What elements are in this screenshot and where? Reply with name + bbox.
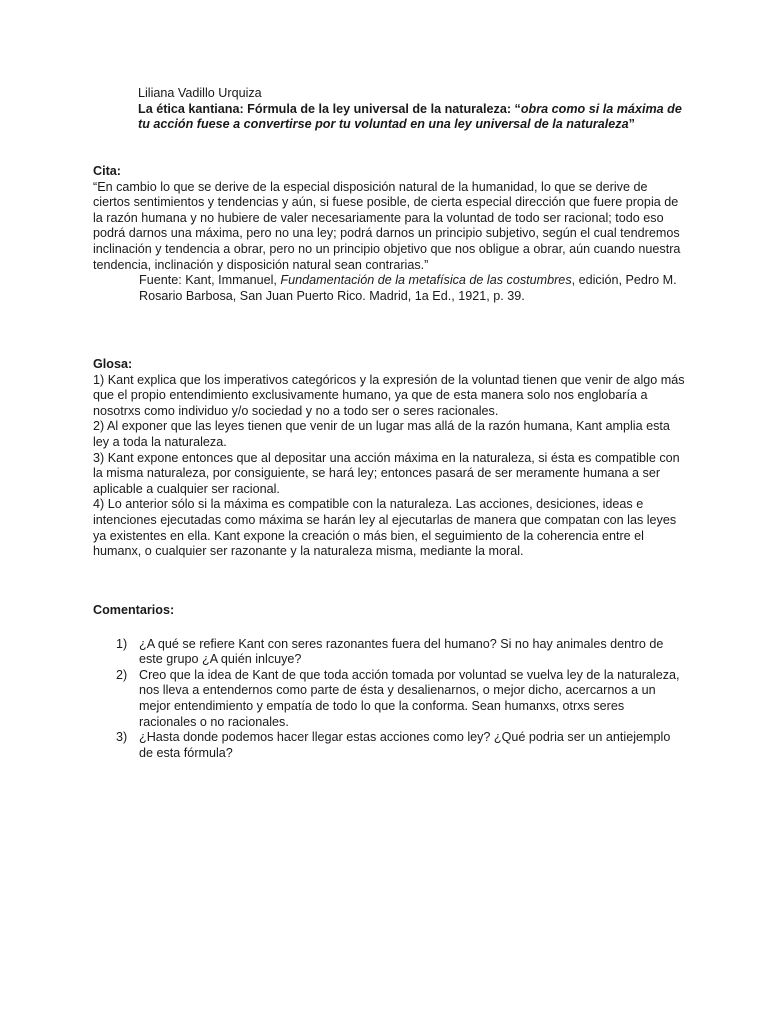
source-suffix: , edición, Pedro M. Rosario Barbosa, San Juan Puerto Rico. Madrid, 1a Ed., 1921, p. 39. (139, 273, 677, 303)
source-title: Fundamentación de la metafísica de las costumbres (280, 273, 572, 288)
cita-heading: Cita: (93, 164, 121, 178)
glosa-point: 2) Al exponer que las leyes tienen que venir de un lugar mas allá de la razón humana, Kant amplia esta ley a toda la naturaleza. (93, 419, 670, 449)
list-item (93, 730, 685, 761)
list-item-number: 3) (116, 730, 128, 745)
comentarios-heading: Comentarios: (93, 603, 175, 617)
glosa-section (93, 357, 685, 560)
comentarios-list (93, 637, 685, 762)
glosa-point: 1) Kant explica que los imperativos categóricos y la expresión de la voluntad tienen que venir de algo más que el propio entendimiento exclusivamente humano, ya que de esta manera solo nos englobaría a nosotrxs como individuo y/o sociedad y no a todo ser o seres racionales. (93, 372, 685, 418)
list-item (93, 668, 685, 730)
comentarios-section (93, 603, 685, 761)
title-close: ” (628, 117, 635, 132)
glosa-point: 4) Lo anterior sólo si la máxima es compatible con la naturaleza. Las acciones, desiciones, ideas e intenciones ejecutadas como máxima se harán ley al ejecutarlas de manera que compatan con las leyes ya existentes en ella. Kant expone la creación o más bien, el seguimiento de la coherencia entre el humanx, o cualquier ser razonante y la naturaleza misma, mediante la moral. (93, 497, 677, 559)
list-item-number: 1) (116, 636, 128, 651)
list-item-number: 2) (116, 667, 128, 682)
document-header (138, 86, 683, 133)
document-title (138, 102, 683, 133)
cita-section (93, 164, 685, 304)
list-item-text: ¿Hasta donde podemos hacer llegar estas acciones como ley? ¿Qué podria ser un antiejemplo de esta fórmula? (139, 730, 671, 760)
author-name: Liliana Vadillo Urquiza (138, 86, 262, 100)
title-plain: La ética kantiana: Fórmula de la ley universal de la naturaleza: “ (138, 101, 521, 116)
list-item (93, 637, 685, 668)
title-italic: obra como si la máxima de tu acción fuese a convertirse por tu voluntad en una ley universal de la naturaleza (138, 101, 682, 132)
source-prefix: Fuente: Kant, Immanuel, (139, 273, 281, 288)
cita-quote: “En cambio lo que se derive de la especial disposición natural de la humanidad, lo que se derive de ciertos sentimientos y tendencias y aún, si fuese posible, de cierta especial dirección que fuere propia de la razón humana y no hubiere de valer necesariamente para la voluntad de todo ser racional; todo eso podrá darnos una máxima, pero no una ley; podrá darnos un principio subjetivo, según el cual tendremos inclinación y tendencia a obrar, pero no un principio objetivo que nos obligue a obrar, aún cuando nuestra tendencia, inclinación y disposición natural sean contrarias.” (93, 179, 681, 272)
list-item-text: Creo que la idea de Kant de que toda acción tomada por voluntad se vuelva ley de la naturaleza, nos lleva a entendernos como parte de ésta y desalienarnos, o mejor dicho, acercarnos a un mejor entendimiento y empatía de todo lo que la conforma. Sean humanxs, otrxs seres racionales o no racionales. (139, 667, 680, 729)
cita-source (139, 273, 689, 304)
glosa-heading: Glosa: (93, 357, 133, 371)
glosa-point: 3) Kant expone entonces que al depositar una acción máxima en la naturaleza, si ésta es compatible con la misma naturaleza, por consiguiente, se hará ley; entonces pasará de ser meramente humana a ser aplicable a cualquier ser racional. (93, 450, 680, 496)
list-item-text: ¿A qué se refiere Kant con seres razonantes fuera del humano? Si no hay animales dentro de este grupo ¿A quién inlcuye? (139, 636, 664, 667)
